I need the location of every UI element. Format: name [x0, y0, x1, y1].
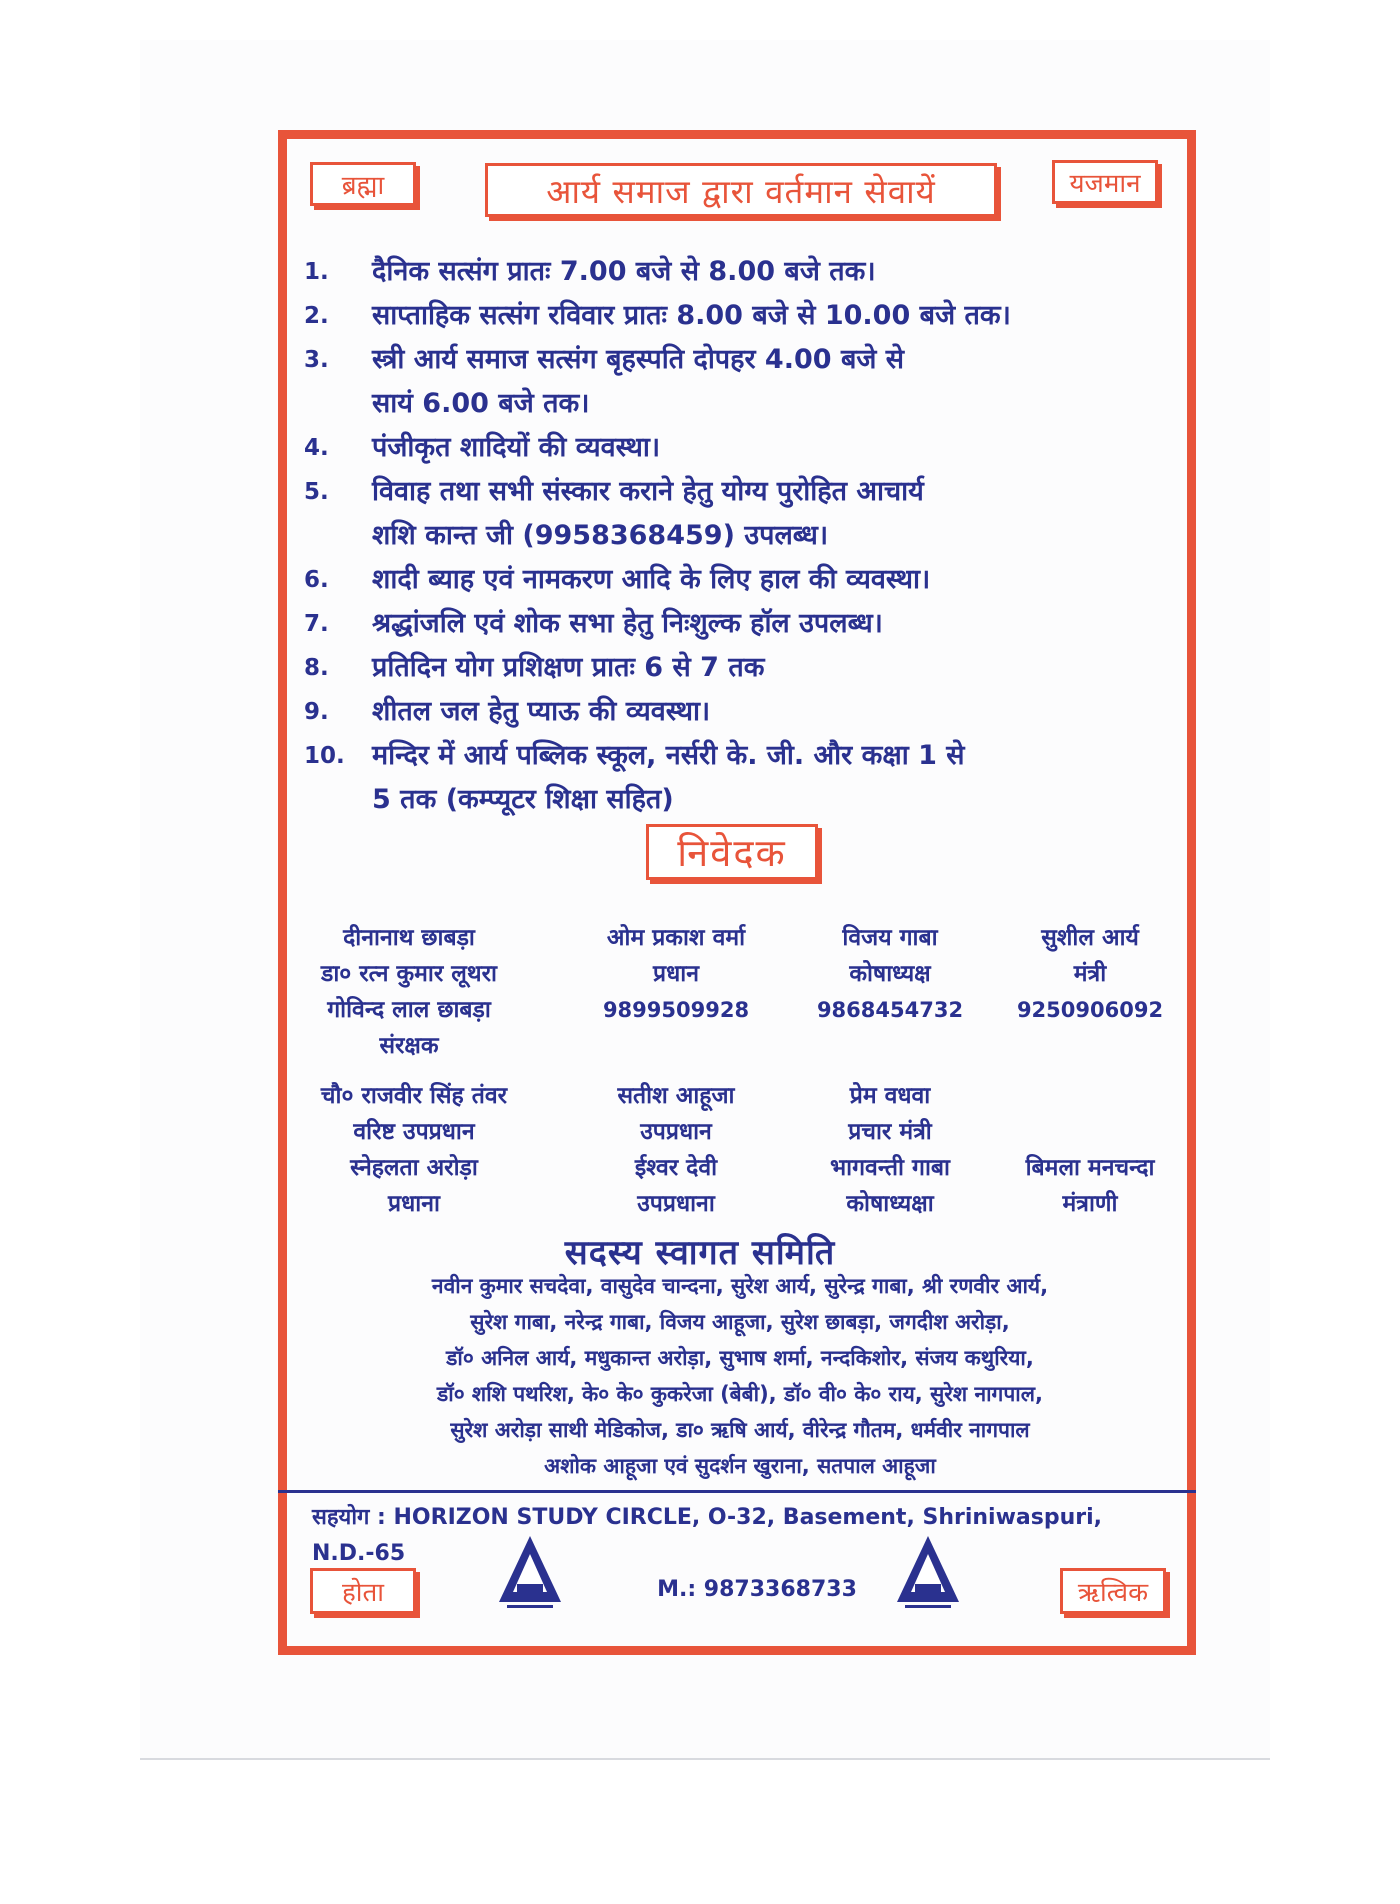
official-line: बिमला मनचन्दा [1025, 1155, 1155, 1181]
corner-label-yajman: यजमान [1052, 160, 1158, 204]
service-item [300, 470, 1180, 558]
committee-line: नवीन कुमार सचदेवा, वासुदेव चान्दना, सुरेश आर्य, सुरेन्द्र गाबा, श्री रणवीर आर्य, [431, 1274, 1049, 1298]
official-line: प्रधाना [388, 1191, 440, 1217]
committee-line: सुरेश गाबा, नरेन्द्र गाबा, विजय आहूजा, सुरेश छाबड़ा, जगदीश अरोड़ा, [470, 1310, 1010, 1334]
official-line: वरिष्ट उपप्रधान [353, 1119, 475, 1145]
committee-members [320, 1268, 1160, 1484]
official-line: ओम प्रकाश वर्मा [606, 925, 746, 951]
official-line: डा० रत्न कुमार लूथरा [321, 961, 497, 987]
hsc-logo-icon [495, 1532, 565, 1612]
service-text [372, 294, 1180, 338]
service-item [300, 690, 1180, 734]
corner-label-brahma: ब्रह्मा [310, 162, 416, 206]
official-line: संरक्षक [379, 1033, 439, 1059]
official-column [790, 920, 990, 1028]
official-line: सुशील आर्य [1041, 925, 1139, 951]
divider-line [278, 1490, 1196, 1493]
service-text [372, 558, 1180, 602]
official-column [790, 1078, 990, 1222]
nivedak-heading: निवेदक [646, 824, 818, 880]
service-text [372, 734, 1180, 822]
service-line: शादी ब्याह एवं नामकरण आदि के लिए हाल की व्यवस्था। [372, 564, 931, 595]
service-line: प्रतिदिन योग प्रशिक्षण प्रातः 6 से 7 तक [372, 652, 765, 683]
service-line: साप्ताहिक सत्संग रविवार प्रातः 8.00 बजे से 10.00 बजे तक। [372, 300, 1011, 331]
service-number: 10. [304, 743, 345, 769]
official-line: चौ० राजवीर सिंह तंवर [320, 1083, 508, 1109]
official-line: सतीश आहूजा [617, 1083, 735, 1109]
official-column [566, 920, 786, 1028]
sponsor-line: सहयोग : HORIZON STUDY CIRCLE, O-32, Basement, Shriniwaspuri, N.D.-65 [312, 1505, 1102, 1566]
committee-line: अशोक आहूजा एवं सुदर्शन खुराना, सतपाल आहूजा [544, 1454, 936, 1478]
corner-label-ritvik: ऋत्विक [1060, 1568, 1166, 1614]
official-line: मंत्राणी [1062, 1191, 1118, 1217]
service-line: शीतल जल हेतु प्याऊ की व्यवस्था। [372, 696, 711, 727]
services-list [300, 250, 1180, 822]
service-item [300, 338, 1180, 426]
official-line: उपप्रधाना [637, 1191, 715, 1217]
official-line: मंत्री [1073, 961, 1107, 987]
service-number: 3. [304, 347, 329, 373]
service-number: 2. [304, 303, 329, 329]
official-line: प्रचार मंत्री [848, 1119, 932, 1145]
official-line: गोविन्द लाल छाबड़ा [327, 997, 491, 1023]
service-line: दैनिक सत्संग प्रातः 7.00 बजे से 8.00 बजे तक। [372, 256, 876, 287]
sponsor-block [312, 1500, 1182, 1608]
service-number: 8. [304, 655, 329, 681]
service-number: 9. [304, 699, 329, 725]
official-line: स्नेहलता अरोड़ा [350, 1155, 478, 1181]
official-line: कोषाध्यक्ष [849, 961, 931, 987]
service-item [300, 250, 1180, 294]
official-line: प्रेम वधवा [849, 1083, 931, 1109]
service-text [372, 602, 1180, 646]
official-line: उपप्रधान [640, 1119, 712, 1145]
service-line: सायं 6.00 बजे तक। [372, 388, 590, 419]
official-line: 9899509928 [602, 998, 750, 1022]
official-column [990, 1150, 1190, 1222]
service-item [300, 294, 1180, 338]
hsc-logo-icon [893, 1532, 963, 1612]
official-line: दीनानाथ छाबड़ा [343, 925, 475, 951]
service-line: 5 तक (कम्प्यूटर शिक्षा सहित) [372, 784, 674, 815]
page-title: आर्य समाज द्वारा वर्तमान सेवायें [485, 163, 997, 217]
service-number: 7. [304, 611, 329, 637]
committee-heading: सदस्य स्वागत समिति [564, 1233, 836, 1273]
service-number: 5. [304, 479, 329, 505]
service-line: पंजीकृत शादियों की व्यवस्था। [372, 432, 661, 463]
service-line: मन्दिर में आर्य पब्लिक स्कूल, नर्सरी के. जी. और कक्षा 1 से [372, 740, 965, 771]
official-line: ईश्वर देवी [634, 1155, 718, 1181]
service-item [300, 646, 1180, 690]
service-line: शशि कान्त जी (9958368459) उपलब्ध। [372, 520, 829, 551]
service-text [372, 250, 1180, 294]
service-text [372, 426, 1180, 470]
sponsor-mobile: M.: 9873368733 [657, 1577, 857, 1602]
service-text [372, 338, 1180, 426]
corner-label-hota: होता [310, 1568, 416, 1614]
official-column [284, 1078, 544, 1222]
official-column [1000, 920, 1180, 1028]
service-number: 1. [304, 259, 329, 285]
committee-line: सुरेश अरोड़ा साथी मेडिकोज, डा० ऋषि आर्य, वीरेन्द्र गौतम, धर्मवीर नागपाल [450, 1418, 1030, 1442]
service-item [300, 602, 1180, 646]
service-line: श्रद्धांजलि एवं शोक सभा हेतु निःशुल्क हॉल उपलब्ध। [372, 608, 883, 639]
service-line: स्त्री आर्य समाज सत्संग बृहस्पति दोपहर 4.00 बजे से [372, 344, 905, 375]
service-number: 6. [304, 567, 329, 593]
service-item [300, 426, 1180, 470]
committee-line: डॉ० शशि पथरिश, के० के० कुकरेजा (बेबी), डॉ० वी० के० राय, सुरेश नागपाल, [437, 1382, 1043, 1406]
official-line: 9868454732 [816, 998, 964, 1022]
committee-line: डॉ० अनिल आर्य, मधुकान्त अरोड़ा, सुभाष शर्मा, नन्दकिशोर, संजय कथुरिया, [446, 1346, 1034, 1370]
service-item [300, 734, 1180, 822]
sheet-edge [140, 1758, 1270, 1760]
service-text [372, 690, 1180, 734]
official-column [566, 1078, 786, 1222]
official-line: विजय गाबा [842, 925, 938, 951]
service-item [300, 558, 1180, 602]
official-line: 9250906092 [1016, 998, 1164, 1022]
service-line: विवाह तथा सभी संस्कार कराने हेतु योग्य पुरोहित आचार्य [372, 476, 924, 507]
official-line: प्रधान [653, 961, 699, 987]
official-line: भागवन्ती गाबा [829, 1155, 951, 1181]
official-line: कोषाध्यक्षा [846, 1191, 934, 1217]
service-text [372, 470, 1180, 558]
official-column [284, 920, 534, 1064]
service-number: 4. [304, 435, 329, 461]
service-text [372, 646, 1180, 690]
